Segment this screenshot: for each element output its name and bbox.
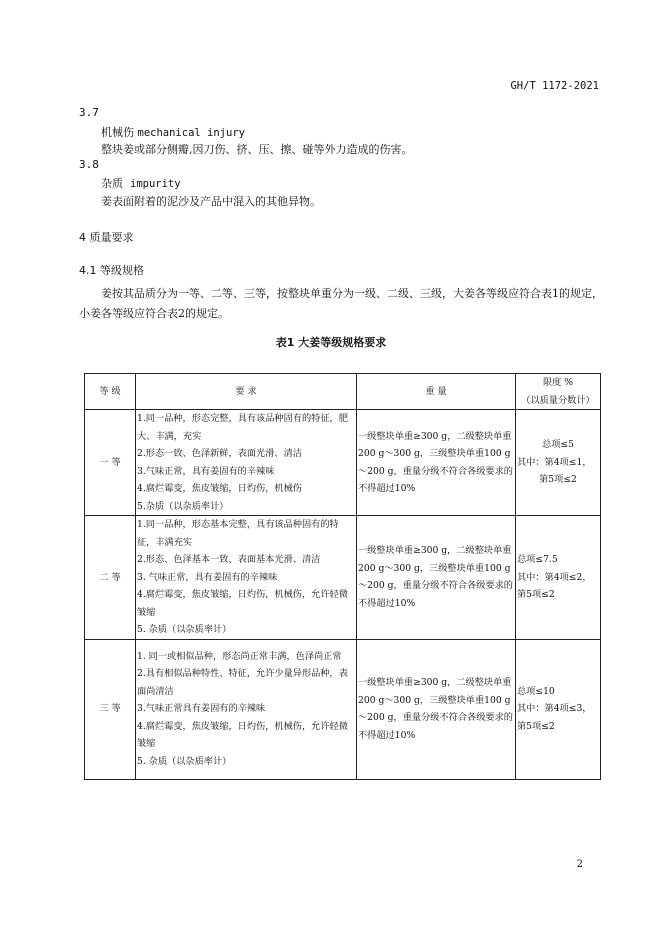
tolerance-line: 第5项≤2 (517, 589, 555, 600)
requirement-item: 2.具有相似品种特性、特征，允许少量异形品种，表面尚清洁 (137, 668, 348, 697)
section-heading: 4 质量要求 (79, 231, 134, 244)
requirement-item: 4.腐烂霉变，焦皮皱缩，日灼伤，机械伤 (137, 483, 302, 494)
term-en: mechanical injury (137, 127, 245, 139)
grade-cell: 二 等 (85, 516, 136, 640)
tolerance-cell (516, 639, 601, 779)
weight-cell: 一级整块单重≥300 g，二级整块单重200 g～300 g，三级整块单重100 g～200 g，重量分级不符合各级要求的不得超过10% (357, 516, 516, 640)
tolerance-line: 其中：第4项≤1， (517, 456, 592, 468)
requirements-cell (136, 516, 357, 640)
tolerance-line1: 限度 % (542, 377, 574, 388)
requirement-item: 1. 同一或相似品种，形态尚正常丰满，色泽尚正常 (137, 650, 342, 662)
tolerance-line: 其中：第4项≤3， (517, 703, 592, 715)
table-row (85, 639, 601, 779)
weight-cell: 一级整块单重≥300 g，二级整块单重200 g～300 g，三级整块单重100 g～200 g，重量分级不符合各级要求的不得超过10% (357, 639, 516, 779)
term-en: impurity (130, 178, 181, 190)
requirement-item: 3. 气味正常，具有姜固有的辛辣味 (137, 571, 278, 583)
tolerance-line: 总项≤10 (517, 685, 555, 697)
table-caption: 表1 大姜等级规格要求 (275, 336, 387, 349)
tolerance-line: 总项≤7.5 (517, 554, 558, 565)
table-row (85, 516, 601, 640)
term-title (101, 124, 245, 140)
header-tolerance (516, 374, 601, 410)
tolerance-line2: （以质量分数计） (521, 394, 595, 406)
page-number: 2 (576, 859, 583, 870)
requirement-item: 5.杂质（以杂质率计） (137, 500, 229, 512)
tolerance-line: 总项≤5 (542, 439, 574, 451)
grade-cell: 三 等 (85, 639, 136, 779)
term-zh: 杂质 (101, 177, 123, 190)
term-zh: 机械伤 (101, 126, 134, 139)
requirement-item: 1.同一品种，形态完整，具有该品种固有的特征，肥大、丰满，充实 (137, 413, 348, 442)
tolerance-cell (516, 410, 601, 516)
requirement-item: 3.气味正常具有姜固有的辛辣味 (137, 703, 266, 715)
term-definition: 整块姜或部分侧瓣,因刀伤、挤、压、擦、碰等外力造成的伤害。 (101, 143, 413, 156)
table-row (85, 410, 601, 516)
requirement-item: 3.气味正常，具有姜固有的辛辣味 (137, 465, 275, 477)
header-grade: 等 级 (85, 374, 136, 410)
weight-cell: 一级整块单重≥300 g，二级整块单重200 g～300 g，三级整块单重100 g～200 g，重量分级不符合各级要求的不得超过10% (357, 410, 516, 516)
requirement-item: 5. 杂质（以杂质率计） (137, 755, 232, 767)
term-number: 3.8 (79, 158, 99, 171)
body-paragraph: 姜按其品质分为一等、二等、三等，按整块单重分为一级、二级、三级，大姜各等级应符合表1的规定，小姜各等级应符合表2的规定。 (79, 287, 603, 320)
table-header-row (85, 374, 601, 410)
requirement-item: 1.同一品种，形态基本完整，具有该品种固有的特征，丰满充实 (137, 519, 339, 548)
document-code: GH/T 1172-2021 (510, 80, 599, 92)
tolerance-cell (516, 516, 601, 640)
requirements-cell (136, 639, 357, 779)
term-number: 3.7 (79, 106, 99, 119)
requirement-item: 5. 杂质（以杂质率计） (137, 624, 232, 635)
requirements-cell (136, 410, 357, 516)
requirement-item: 4.腐烂霉变，焦皮皱缩，日灼伤，机械伤，允许轻微皱缩 (137, 720, 348, 750)
subsection-heading: 4.1 等级规格 (79, 264, 144, 277)
tolerance-line: 第5项≤2 (517, 720, 555, 732)
header-requirements: 要 求 (136, 374, 357, 410)
grade-spec-table (84, 373, 601, 780)
requirement-item: 4.腐烂霉变，焦皮皱缩，日灼伤，机械伤，允许轻微皱缩 (137, 589, 348, 618)
term-definition: 姜表面附着的泥沙及产品中混入的其他异物。 (101, 195, 321, 208)
term-title (101, 175, 181, 191)
tolerance-line: 其中：第4项≤2， (517, 571, 592, 583)
grade-cell: 一 等 (85, 410, 136, 516)
requirement-item: 2.形态、色泽基本一致，表面基本光滑、清洁 (137, 554, 321, 565)
requirement-item: 2.形态一致、色泽新鲜，表面光滑、清洁 (137, 448, 302, 459)
header-weight: 重 量 (357, 374, 516, 410)
tolerance-line: 第5项≤2 (539, 474, 577, 486)
